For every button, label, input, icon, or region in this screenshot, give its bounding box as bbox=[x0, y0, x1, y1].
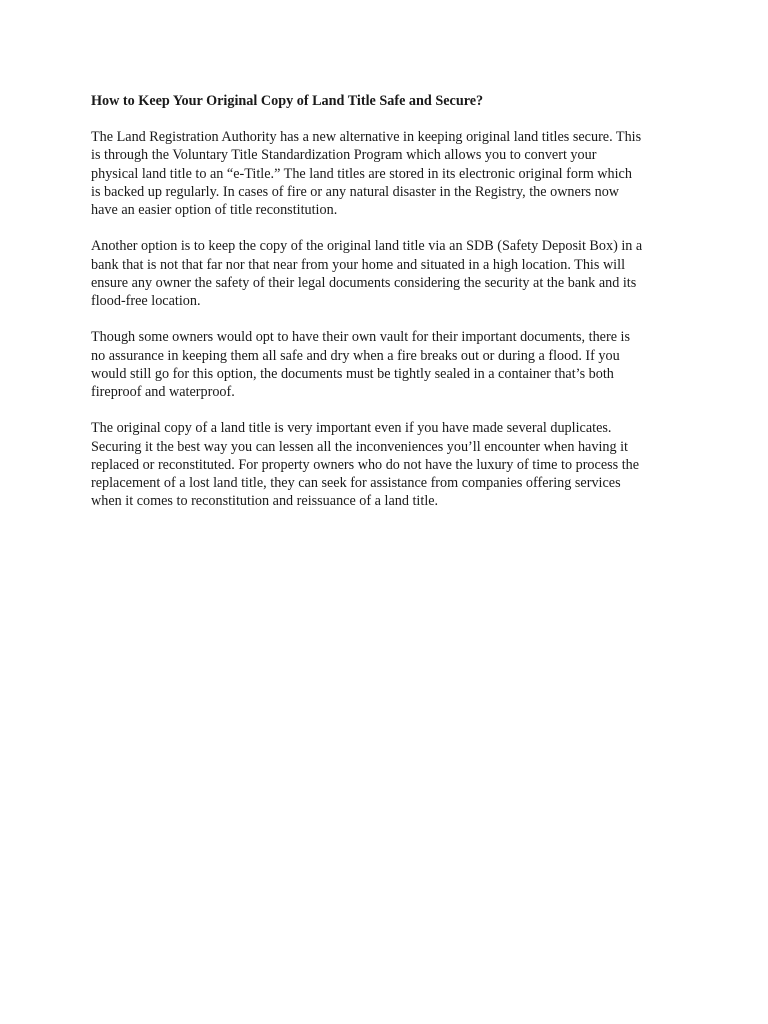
paragraph-line: ensure any owner the safety of their legal documents considering the security at the bank and its bbox=[91, 274, 637, 291]
document-title: How to Keep Your Original Copy of Land Title Safe and Secure? bbox=[91, 93, 484, 109]
paragraph-line: is backed up regularly. In cases of fire or any natural disaster in the Registry, the owners now bbox=[91, 183, 620, 200]
paragraph-line: Another option is to keep the copy of the original land title via an SDB (Safety Deposit Box) in a bbox=[91, 238, 643, 255]
paragraph-lra-program bbox=[91, 128, 691, 219]
paragraph-line: replacement of a lost land title, they can seek for assistance from companies offering services bbox=[91, 475, 621, 492]
paragraph-line: The Land Registration Authority has a new alternative in keeping original land titles secure. This bbox=[91, 129, 642, 146]
paragraph-line: have an easier option of title reconstitution. bbox=[91, 202, 338, 219]
paragraph-line: Securing it the best way you can lessen all the inconveniences you’ll encounter when having it bbox=[91, 438, 628, 455]
paragraph-line: physical land title to an “e-Title.” The land titles are stored in its electronic original form which bbox=[91, 165, 632, 182]
paragraph-line: when it comes to reconstitution and reissuance of a land title. bbox=[91, 493, 439, 510]
paragraph-line: no assurance in keeping them all safe and dry when a fire breaks out or during a flood. If you bbox=[91, 347, 620, 364]
paragraph-original-copy-importance bbox=[91, 419, 691, 510]
paragraph-line: The original copy of a land title is very important even if you have made several duplicates. bbox=[91, 420, 612, 437]
paragraph-line: flood-free location. bbox=[91, 293, 201, 310]
paragraph-own-vault bbox=[91, 328, 691, 401]
paragraph-line: bank that is not that far nor that near from your home and situated in a high location. This will bbox=[91, 256, 626, 273]
document-body bbox=[91, 92, 691, 529]
paragraph-line: is through the Voluntary Title Standardization Program which allows you to convert your bbox=[91, 147, 597, 164]
paragraph-line: would still go for this option, the documents must be tightly sealed in a container that’s both bbox=[91, 365, 614, 382]
paragraph-line: fireproof and waterproof. bbox=[91, 384, 235, 401]
paragraph-safety-deposit-box bbox=[91, 237, 691, 310]
paragraph-line: replaced or reconstituted. For property owners who do not have the luxury of time to process the bbox=[91, 456, 640, 473]
paragraph-line: Though some owners would opt to have their own vault for their important documents, there is bbox=[91, 329, 631, 346]
